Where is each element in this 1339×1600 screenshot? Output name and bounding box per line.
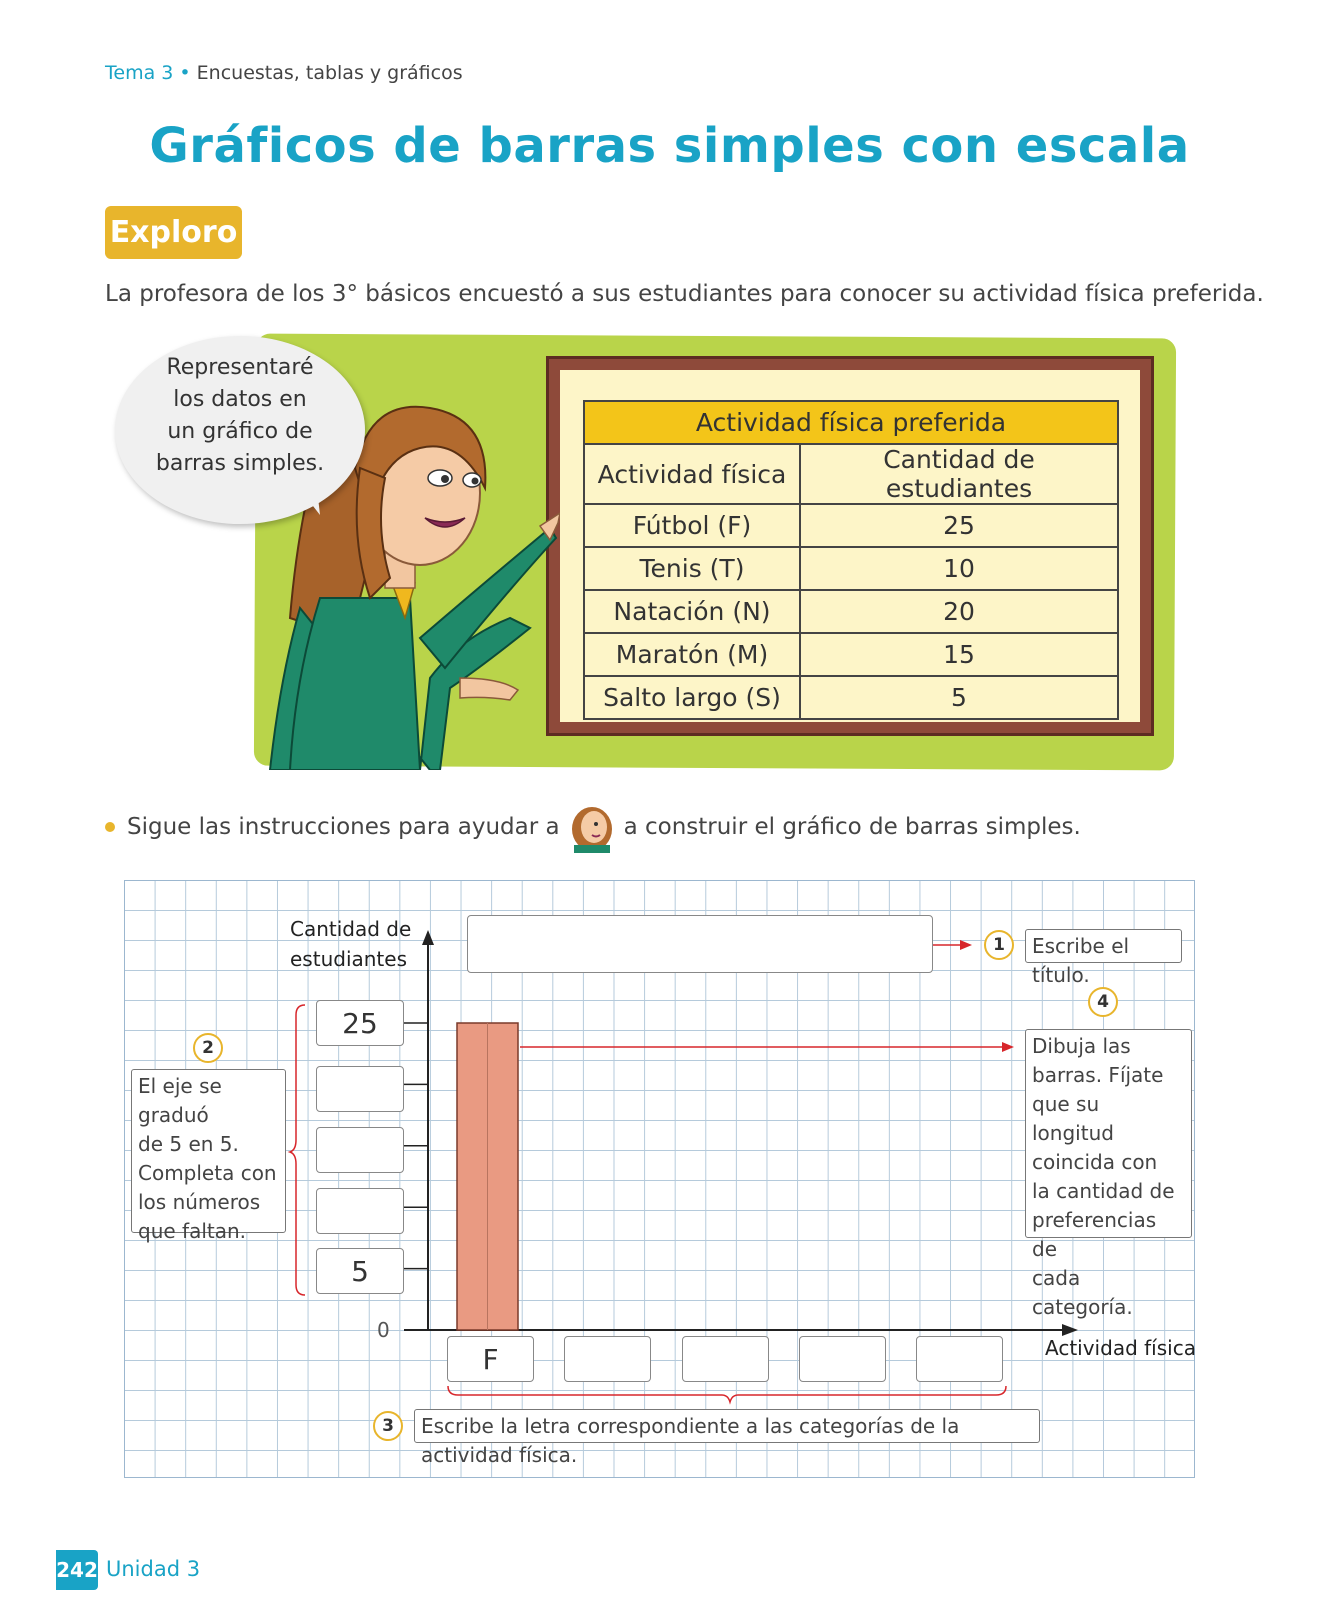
speech-line: un gráfico de bbox=[167, 419, 313, 444]
x-category-box[interactable]: F bbox=[447, 1336, 534, 1382]
step1-arrow-icon bbox=[960, 940, 972, 950]
instruction-after: a construir el gráfico de barras simples. bbox=[623, 814, 1081, 840]
step-2-line: de 5 en 5. bbox=[138, 1132, 239, 1156]
step-2-line: que faltan. bbox=[138, 1219, 247, 1243]
step-2-line: El eje se graduó bbox=[138, 1074, 222, 1127]
x-category-box[interactable] bbox=[564, 1336, 651, 1382]
topic-subject: Encuestas, tablas y gráficos bbox=[196, 62, 463, 84]
y-tick-box[interactable] bbox=[316, 1127, 404, 1173]
step-2-badge: 2 bbox=[193, 1033, 223, 1063]
table-header-count: Cantidad de estudiantes bbox=[800, 444, 1118, 504]
table-cell-activity: Maratón (M) bbox=[584, 633, 800, 676]
step-3-note: Escribe la letra correspondiente a las categorías de la actividad física. bbox=[414, 1409, 1040, 1443]
step-4-line: coincida con bbox=[1032, 1150, 1158, 1174]
table-cell-activity: Fútbol (F) bbox=[584, 504, 800, 547]
y-axis-arrow-icon bbox=[422, 930, 434, 945]
step-1-badge: 1 bbox=[984, 930, 1014, 960]
topic-number: Tema 3 bbox=[105, 62, 174, 84]
section-label-exploro: Exploro bbox=[105, 206, 242, 259]
table-cell-count: 15 bbox=[800, 633, 1118, 676]
y-ticks-brace bbox=[290, 1005, 305, 1295]
step-4-line: que su longitud bbox=[1032, 1092, 1114, 1145]
x-categories-brace bbox=[448, 1386, 1006, 1402]
step-2-line: los números bbox=[138, 1190, 261, 1214]
x-category-box[interactable] bbox=[916, 1336, 1003, 1382]
step-4-line: cada categoría. bbox=[1032, 1266, 1133, 1319]
y-tick-box[interactable] bbox=[316, 1066, 404, 1112]
y-axis-label: Cantidad de estudiantes bbox=[290, 917, 412, 971]
page-number: 242 bbox=[56, 1550, 98, 1590]
step-4-line: la cantidad de bbox=[1032, 1179, 1175, 1203]
table-cell-activity: Tenis (T) bbox=[584, 547, 800, 590]
y-tick-box[interactable] bbox=[316, 1188, 404, 1234]
y-tick-box[interactable]: 5 bbox=[316, 1248, 404, 1294]
step-4-line: barras. Fíjate bbox=[1032, 1063, 1164, 1087]
chart-title-input[interactable] bbox=[467, 915, 933, 973]
x-axis-label: Actividad física bbox=[1045, 1336, 1196, 1360]
x-category-box[interactable] bbox=[799, 1336, 886, 1382]
table-cell-activity: Salto largo (S) bbox=[584, 676, 800, 719]
table-cell-activity: Natación (N) bbox=[584, 590, 800, 633]
speech-line: Representaré bbox=[166, 355, 314, 380]
step-4-line: preferencias de bbox=[1032, 1208, 1157, 1261]
step-2-note bbox=[131, 1069, 286, 1243]
speech-line: los datos en bbox=[173, 387, 307, 412]
table-cell-count: 20 bbox=[800, 590, 1118, 633]
table-cell-count: 25 bbox=[800, 504, 1118, 547]
table-header-activity: Actividad física bbox=[584, 444, 800, 504]
unit-label: Unidad 3 bbox=[106, 1557, 201, 1581]
table-cell-count: 5 bbox=[800, 676, 1118, 719]
step-4-line: Dibuja las bbox=[1032, 1034, 1131, 1058]
topic-separator: • bbox=[179, 62, 191, 84]
table-cell-count: 10 bbox=[800, 547, 1118, 590]
speech-line: barras simples. bbox=[155, 451, 325, 476]
x-category-box[interactable] bbox=[682, 1336, 769, 1382]
step-1-note: Escribe el título. bbox=[1025, 929, 1182, 963]
step-4-badge: 4 bbox=[1088, 987, 1118, 1017]
step-4-note bbox=[1025, 1029, 1192, 1319]
step-3-badge: 3 bbox=[373, 1411, 403, 1441]
step4-arrow-icon bbox=[1002, 1042, 1014, 1052]
step-2-line: Completa con bbox=[138, 1161, 277, 1185]
y-tick-box[interactable]: 25 bbox=[316, 1000, 404, 1046]
origin-label: 0 bbox=[377, 1318, 390, 1342]
page-title: Gráficos de barras simples con escala bbox=[149, 118, 1190, 174]
x-axis-arrow-icon bbox=[1062, 1324, 1078, 1336]
table-caption: Actividad física preferida bbox=[584, 401, 1118, 444]
intro-text: La profesora de los 3° básicos encuestó a sus estudiantes para conocer su actividad física preferida. bbox=[105, 281, 1264, 307]
instruction-before: Sigue las instrucciones para ayudar a bbox=[127, 814, 560, 840]
